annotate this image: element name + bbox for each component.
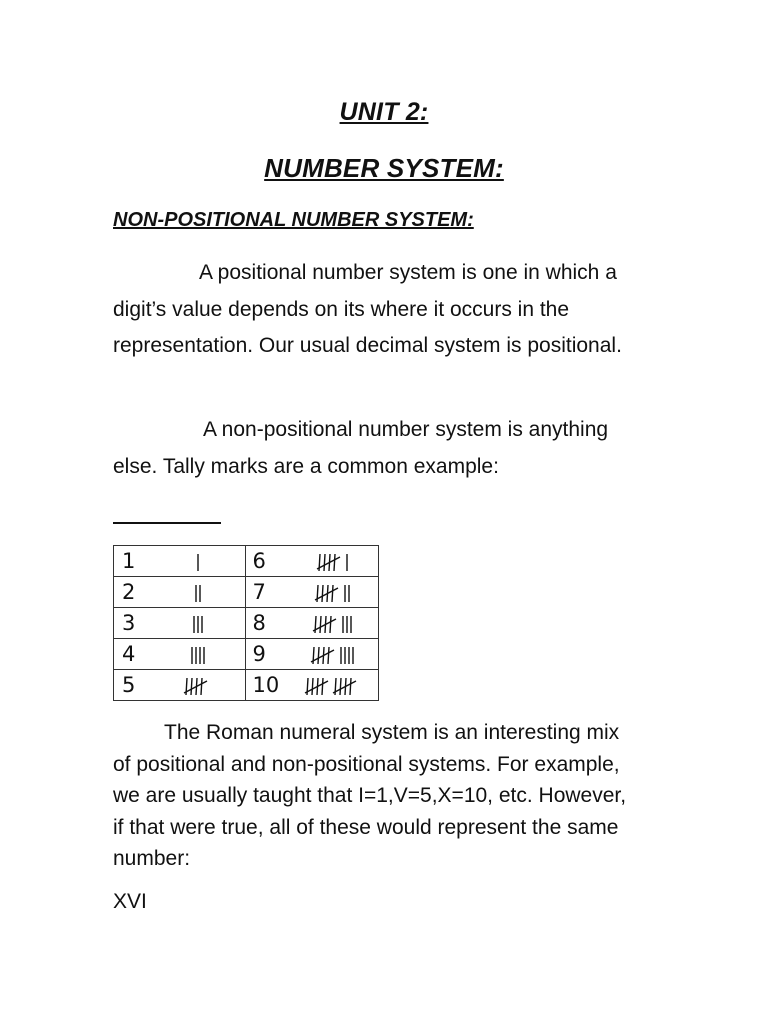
- tally-marks-left: [154, 608, 246, 639]
- tally-stroke: [324, 554, 325, 571]
- paragraph-positional-definition: A positional number system is one in which a digit’s value depends on its where it occurs in the representation. Our usual decimal system is positional.: [113, 261, 622, 357]
- tally-number-right: 10: [245, 670, 289, 701]
- tally-stroke: [322, 585, 323, 602]
- tally-marks-left: [154, 546, 246, 577]
- tally-marks-graphic: [183, 675, 215, 697]
- table-row: [114, 577, 379, 608]
- paragraph-non-positional-definition: A non-positional number system is anything else. Tally marks are a common example:: [113, 418, 609, 478]
- tally-marks-graphic: [314, 582, 354, 604]
- tally-marks-left: [154, 639, 246, 670]
- tally-marks-graphic: [189, 644, 209, 666]
- tally-strike: [317, 557, 340, 569]
- roman-numeral-example: XVI: [113, 890, 147, 913]
- tally-marks-graphic: [312, 613, 356, 635]
- tally-marks-left: [154, 577, 246, 608]
- tally-stroke: [318, 647, 319, 664]
- tally-marks-right: [289, 670, 379, 701]
- tally-marks-graphic: [191, 613, 207, 635]
- tally-number-right: 6: [245, 546, 289, 577]
- table-row: [114, 670, 379, 701]
- tally-strike: [184, 681, 207, 693]
- tally-stroke: [350, 678, 351, 695]
- paragraph-roman-numerals: The Roman numeral system is an interesting mix of positional and non-positional systems. For example, we are usually taught that I=1,V=5,X=10, etc. However, if that were true, all of these would represent the same number:: [113, 721, 627, 870]
- unit-title: UNIT 2:: [339, 98, 429, 126]
- tally-marks-right: [289, 577, 379, 608]
- tally-number-left: 5: [114, 670, 154, 701]
- tally-stroke: [340, 678, 341, 695]
- tally-marks-right: [289, 546, 379, 577]
- tally-strike: [333, 681, 356, 693]
- tally-stroke: [312, 678, 313, 695]
- tally-number-left: 4: [114, 639, 154, 670]
- tally-stroke: [201, 678, 202, 695]
- tally-number-right: 7: [245, 577, 289, 608]
- tally-marks-graphic: [310, 644, 358, 666]
- tally-marks-right: [289, 639, 379, 670]
- tally-marks-graphic: [195, 551, 203, 573]
- tally-stroke: [334, 554, 335, 571]
- tally-number-left: 1: [114, 546, 154, 577]
- tally-marks-left: [154, 670, 246, 701]
- tally-strike: [311, 650, 334, 662]
- section-heading: NON-POSITIONAL NUMBER SYSTEM:: [113, 209, 474, 231]
- tally-stroke: [322, 678, 323, 695]
- tally-marks-graphic: [316, 551, 352, 573]
- tally-strike: [305, 681, 328, 693]
- tally-strike: [315, 588, 338, 600]
- tally-stroke: [328, 647, 329, 664]
- tally-stroke: [330, 616, 331, 633]
- tally-stroke: [332, 585, 333, 602]
- table-row: [114, 608, 379, 639]
- tally-number-left: 2: [114, 577, 154, 608]
- page-title: NUMBER SYSTEM:: [264, 153, 504, 183]
- tally-number-right: 8: [245, 608, 289, 639]
- tally-number-left: 3: [114, 608, 154, 639]
- table-row: [114, 639, 379, 670]
- table-row: [114, 546, 379, 577]
- tally-marks-right: [289, 608, 379, 639]
- tally-marks-graphic: [304, 675, 364, 697]
- tally-stroke: [191, 678, 192, 695]
- tally-strike: [313, 619, 336, 631]
- tally-marks-graphic: [193, 582, 205, 604]
- tally-number-right: 9: [245, 639, 289, 670]
- short-divider-line: [113, 522, 221, 524]
- tally-marks-table: [113, 545, 379, 701]
- tally-stroke: [320, 616, 321, 633]
